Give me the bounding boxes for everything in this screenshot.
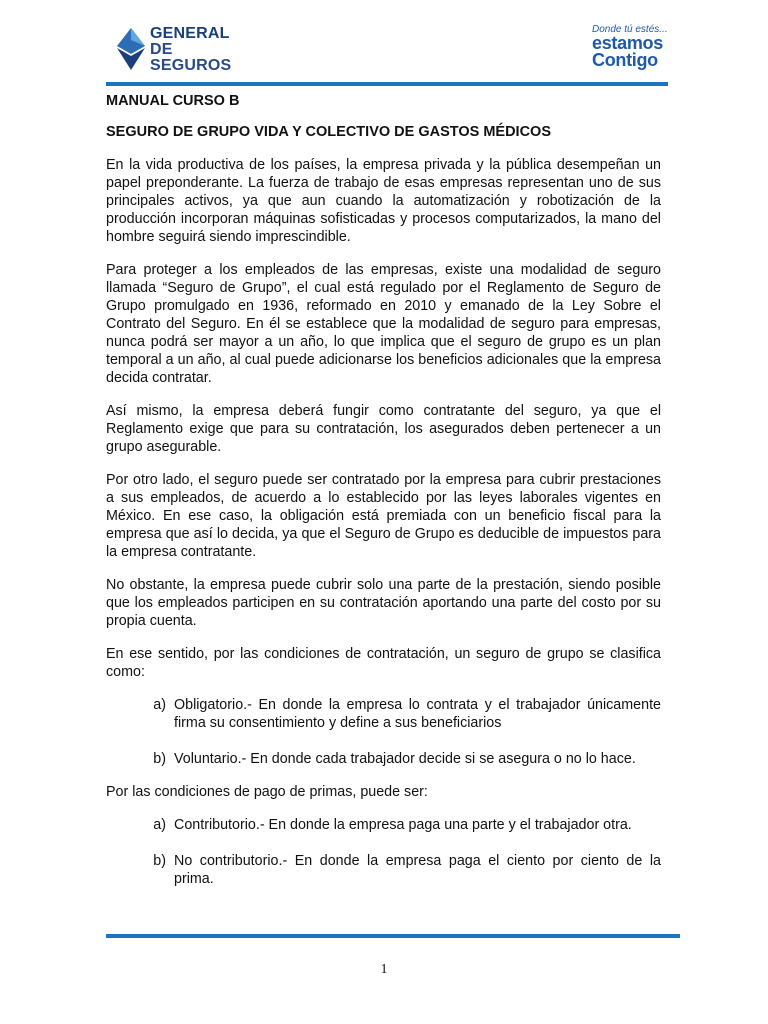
classification-list: [106, 696, 661, 768]
document-body: [106, 92, 661, 888]
paragraph: Por las condiciones de pago de primas, puede ser:: [106, 784, 428, 800]
list-item: [106, 816, 661, 834]
tagline-line1: estamos: [592, 33, 663, 53]
diamond-logo-icon: [116, 26, 146, 72]
list-item-text: No contributorio.- En donde la empresa paga el ciento por ciento de la prima.: [174, 853, 661, 887]
payment-list: [106, 816, 661, 888]
list-item: [106, 750, 661, 768]
tagline-line2: Contigo: [592, 50, 658, 70]
list-marker: a): [153, 817, 166, 833]
paragraph: Para proteger a los empleados de las empresas, existe una modalidad de seguro llamada “Seguro de Grupo”, el cual está regulado por el Reglamento de Seguro de Grupo promulgado en 1936, reformado en 2010 y emanado de la Ley Sobre el Contrato del Seguro. En él se establece que la modalidad de seguro para empresas, nunca podrá ser mayor a un año, lo que implica que el seguro de grupo es un plan temporal a un año, al cual puede adicionarse los beneficios adicionales que la empresa decida contratar.: [106, 262, 661, 386]
document-title: MANUAL CURSO B: [106, 93, 240, 109]
list-marker: a): [153, 697, 166, 713]
paragraph: Por otro lado, el seguro puede ser contratado por la empresa para cubrir prestaciones a sus empleados, de acuerdo a lo establecido por las leyes laborales vigentes en México. En ese caso, la obligación está premiada con un beneficio fiscal para la empresa que así lo decida, ya que el Seguro de Grupo es deducible de impuestos para la empresa contratante.: [106, 472, 661, 560]
page-header: [0, 0, 768, 92]
header-divider: [106, 82, 668, 86]
document-subtitle: SEGURO DE GRUPO VIDA Y COLECTIVO DE GASTOS MÉDICOS: [106, 124, 552, 140]
list-item-text: Contributorio.- En donde la empresa paga una parte y el trabajador otra.: [174, 817, 632, 833]
page-number: 1: [380, 962, 388, 977]
paragraph: No obstante, la empresa puede cubrir solo una parte de la prestación, siendo posible que los empleados participen en su contratación aportando una parte del costo por su propia cuenta.: [106, 577, 661, 629]
logo-line1: GENERAL: [150, 25, 230, 42]
list-item-text: Obligatorio.- En donde la empresa lo contrata y el trabajador únicamente firma su consentimiento y define a sus beneficiarios: [174, 697, 661, 731]
general-de-seguros-logo: [116, 26, 256, 76]
list-item: [106, 696, 661, 732]
list-marker: b): [153, 751, 166, 767]
list-item-text: Voluntario.- En donde cada trabajador decide si se asegura o no lo hace.: [174, 751, 636, 767]
paragraph: En ese sentido, por las condiciones de contratación, un seguro de grupo se clasifica como:: [106, 646, 661, 680]
paragraph: En la vida productiva de los países, la empresa privada y la pública desempeñan un papel preponderante. La fuerza de trabajo de esas empresas representan uno de sus principales activos, ya que aun cuando la automatización y robotización de la producción incorporan máquinas sofisticadas y procesos computarizados, la mano del hombre seguirá siendo imprescindible.: [106, 157, 661, 245]
logo-line2: DE SEGUROS: [150, 41, 232, 74]
tagline-small: Donde tú estés...: [592, 24, 668, 35]
tagline-logo: [592, 24, 702, 74]
logo-wordmark: [150, 26, 256, 74]
paragraph: Así mismo, la empresa deberá fungir como contratante del seguro, ya que el Reglamento exige que para su contratación, los asegurados deben pertenecer a un grupo asegurable.: [106, 403, 661, 455]
footer-divider: [106, 934, 680, 938]
list-item: [106, 852, 661, 888]
list-marker: b): [153, 853, 166, 869]
